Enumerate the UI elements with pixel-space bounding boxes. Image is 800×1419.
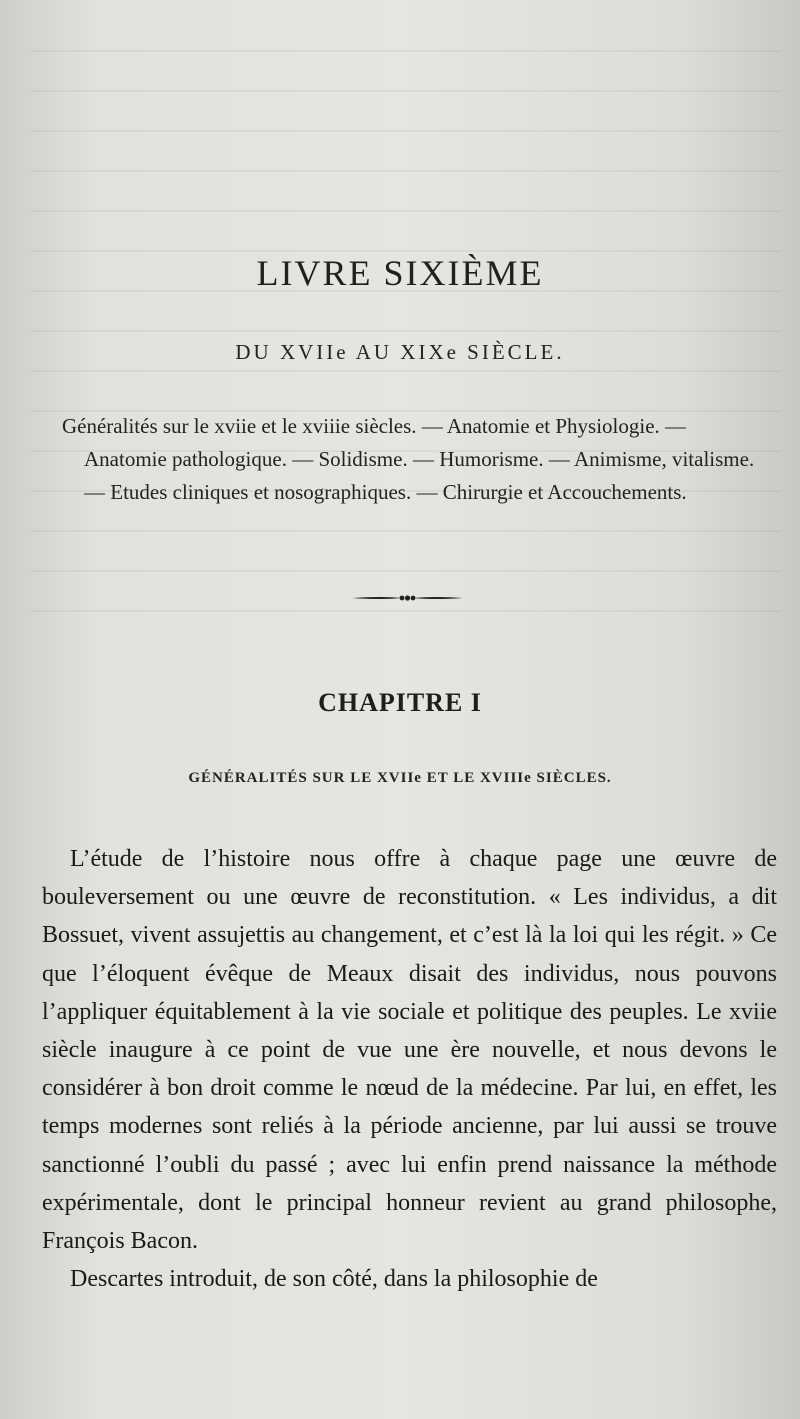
section-summary: Généralités sur le xviie et le xviiie siècles. — Anatomie et Physiologie. — Anatomie pathologique. — Solidisme. — Humorisme. — Animisme, vitalisme. — Etudes cliniques et nosographiques. — Chirurgie et Accouchements. <box>62 414 755 504</box>
book-title: LIVRE SIXIÈME <box>256 253 544 293</box>
paragraph: L’étude de l’histoire nous offre à chaque page une œuvre de bouleversement ou une œuvre de reconstitution. « Les individus, a dit Bossuet, vivent assujettis au changement, et c’est là la loi qui les régit. » Ce que l’éloquent évêque de Meaux disait des individus, nous pouvons l’appliquer équitablement à la vie sociale et politique des peuples. Le xviie siècle inaugure à ce point de vue une ère nouvelle, et nous devons le considérer à bon droit comme le nœud de la médecine. Par lui, en effet, les temps modernes sont reliés à la période ancienne, par lui aussi se trouve sanctionné l’oubli du passé ; avec lui enfin prend naissance la méthode expérimentale, dont le principal honneur revient au grand philosophe, François Bacon. <box>42 846 777 1255</box>
part-subtitle: DU XVIIe AU XIXe SIÈCLE. <box>235 340 565 364</box>
chapter-subtitle: GÉNÉRALITÉS SUR LE XVIIe ET LE XVIIIe SIÈCLES. <box>188 770 612 786</box>
ornament-divider <box>350 590 465 606</box>
paragraph: Descartes introduit, de son côté, dans la philosophie de <box>70 1266 598 1293</box>
show-through-texture <box>30 20 780 640</box>
chapter-title: CHAPITRE I <box>318 688 482 717</box>
body-text <box>42 840 777 1298</box>
